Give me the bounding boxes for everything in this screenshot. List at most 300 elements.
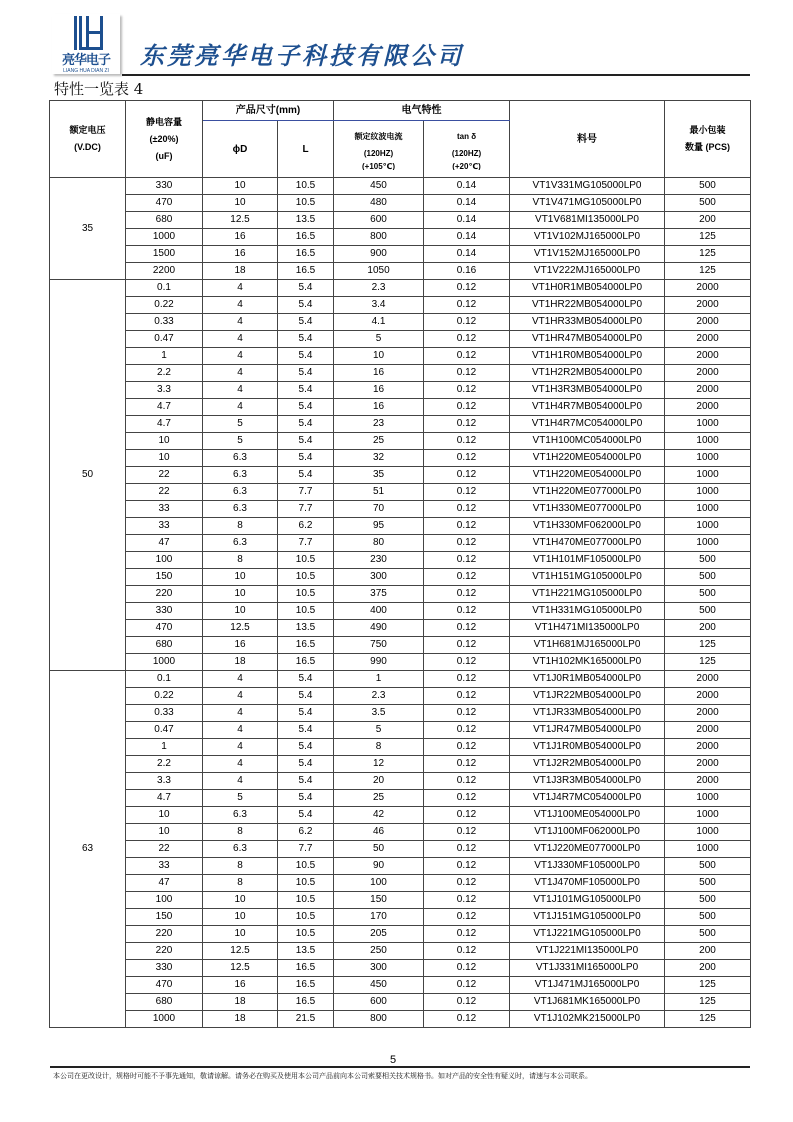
diameter-cell: 4	[203, 280, 278, 297]
diameter-cell: 10	[203, 909, 278, 926]
part-number-cell: VT1V222MJ165000LP0	[510, 263, 665, 280]
min-pack-cell: 125	[665, 994, 751, 1011]
part-number-cell: VT1H331MG105000LP0	[510, 603, 665, 620]
table-row	[50, 671, 751, 688]
tan-delta-cell: 0.12	[424, 365, 510, 382]
capacitance-cell: 470	[126, 977, 203, 994]
diameter-cell: 12.5	[203, 620, 278, 637]
diameter-cell: 8	[203, 518, 278, 535]
diameter-cell: 4	[203, 688, 278, 705]
diameter-cell: 16	[203, 977, 278, 994]
min-pack-cell: 200	[665, 212, 751, 229]
capacitance-cell: 0.1	[126, 671, 203, 688]
table-row	[50, 433, 751, 450]
part-number-cell: VT1H330ME077000LP0	[510, 501, 665, 518]
min-pack-cell: 2000	[665, 280, 751, 297]
ripple-cell: 450	[334, 178, 424, 195]
table-row	[50, 246, 751, 263]
capacitance-cell: 47	[126, 535, 203, 552]
ripple-cell: 205	[334, 926, 424, 943]
diameter-cell: 10	[203, 892, 278, 909]
length-cell: 5.4	[278, 450, 334, 467]
min-pack-cell: 2000	[665, 705, 751, 722]
capacitance-cell: 4.7	[126, 399, 203, 416]
part-number-cell: VT1J100MF062000LP0	[510, 824, 665, 841]
diameter-cell: 4	[203, 756, 278, 773]
min-pack-cell: 2000	[665, 671, 751, 688]
diameter-cell: 10	[203, 586, 278, 603]
min-pack-cell: 1000	[665, 518, 751, 535]
length-cell: 5.4	[278, 739, 334, 756]
length-cell: 7.7	[278, 501, 334, 518]
ripple-cell: 46	[334, 824, 424, 841]
ripple-cell: 2.3	[334, 280, 424, 297]
min-pack-cell: 2000	[665, 297, 751, 314]
length-cell: 6.2	[278, 518, 334, 535]
footer-divider	[50, 1066, 750, 1068]
capacitance-cell: 10	[126, 433, 203, 450]
table-row	[50, 297, 751, 314]
length-cell: 5.4	[278, 790, 334, 807]
length-cell: 10.5	[278, 875, 334, 892]
capacitance-cell: 22	[126, 484, 203, 501]
voltage-group-cell: 63	[50, 671, 126, 1028]
ripple-cell: 23	[334, 416, 424, 433]
table-row	[50, 739, 751, 756]
capacitance-cell: 1	[126, 348, 203, 365]
ripple-cell: 375	[334, 586, 424, 603]
ripple-cell: 230	[334, 552, 424, 569]
table-row	[50, 909, 751, 926]
table-row	[50, 212, 751, 229]
length-cell: 16.5	[278, 654, 334, 671]
part-number-cell: VT1JR22MB054000LP0	[510, 688, 665, 705]
tan-delta-cell: 0.12	[424, 977, 510, 994]
part-number-cell: VT1V681MI135000LP0	[510, 212, 665, 229]
capacitance-cell: 0.33	[126, 314, 203, 331]
header-part-number: 料号	[510, 101, 665, 178]
ripple-cell: 170	[334, 909, 424, 926]
table-row	[50, 790, 751, 807]
length-cell: 13.5	[278, 212, 334, 229]
tan-delta-cell: 0.16	[424, 263, 510, 280]
min-pack-cell: 2000	[665, 688, 751, 705]
table-row	[50, 348, 751, 365]
min-pack-cell: 1000	[665, 467, 751, 484]
tan-delta-cell: 0.12	[424, 569, 510, 586]
part-number-cell: VT1J4R7MC054000LP0	[510, 790, 665, 807]
length-cell: 10.5	[278, 892, 334, 909]
tan-delta-cell: 0.14	[424, 178, 510, 195]
capacitance-cell: 4.7	[126, 790, 203, 807]
length-cell: 5.4	[278, 297, 334, 314]
capacitance-cell: 1000	[126, 654, 203, 671]
length-cell: 10.5	[278, 909, 334, 926]
table-row	[50, 977, 751, 994]
logo-chinese-text: 亮华电子	[61, 53, 110, 68]
capacitance-cell: 1	[126, 739, 203, 756]
table-row	[50, 875, 751, 892]
min-pack-cell: 2000	[665, 756, 751, 773]
part-number-cell: VT1JR33MB054000LP0	[510, 705, 665, 722]
capacitance-cell: 150	[126, 909, 203, 926]
length-cell: 13.5	[278, 943, 334, 960]
ripple-cell: 4.1	[334, 314, 424, 331]
ripple-cell: 990	[334, 654, 424, 671]
part-number-cell: VT1J151MG105000LP0	[510, 909, 665, 926]
tan-delta-cell: 0.12	[424, 467, 510, 484]
diameter-cell: 4	[203, 365, 278, 382]
min-pack-cell: 500	[665, 909, 751, 926]
table-row	[50, 331, 751, 348]
ripple-cell: 750	[334, 637, 424, 654]
tan-delta-cell: 0.14	[424, 246, 510, 263]
tan-delta-cell: 0.12	[424, 501, 510, 518]
part-number-cell: VT1J3R3MB054000LP0	[510, 773, 665, 790]
tan-delta-cell: 0.12	[424, 433, 510, 450]
part-number-cell: VT1H1R0MB054000LP0	[510, 348, 665, 365]
part-number-cell: VT1J681MK165000LP0	[510, 994, 665, 1011]
capacitance-cell: 470	[126, 195, 203, 212]
voltage-group-cell: 50	[50, 280, 126, 671]
diameter-cell: 10	[203, 926, 278, 943]
table-row	[50, 1011, 751, 1028]
min-pack-cell: 125	[665, 977, 751, 994]
tan-delta-cell: 0.12	[424, 348, 510, 365]
tan-delta-cell: 0.12	[424, 637, 510, 654]
length-cell: 16.5	[278, 229, 334, 246]
capacitance-cell: 47	[126, 875, 203, 892]
length-cell: 5.4	[278, 365, 334, 382]
capacitance-cell: 0.47	[126, 331, 203, 348]
length-cell: 10.5	[278, 195, 334, 212]
part-number-cell: VT1J102MK215000LP0	[510, 1011, 665, 1028]
capacitance-cell: 330	[126, 603, 203, 620]
tan-delta-cell: 0.12	[424, 858, 510, 875]
part-number-cell: VT1J470MF105000LP0	[510, 875, 665, 892]
min-pack-cell: 2000	[665, 773, 751, 790]
ripple-cell: 16	[334, 399, 424, 416]
part-number-cell: VT1J220ME077000LP0	[510, 841, 665, 858]
table-row	[50, 484, 751, 501]
tan-delta-cell: 0.12	[424, 807, 510, 824]
length-cell: 5.4	[278, 756, 334, 773]
part-number-cell: VT1J330MF105000LP0	[510, 858, 665, 875]
tan-delta-cell: 0.12	[424, 535, 510, 552]
ripple-cell: 300	[334, 960, 424, 977]
table-row	[50, 841, 751, 858]
diameter-cell: 18	[203, 994, 278, 1011]
capacitance-cell: 220	[126, 926, 203, 943]
diameter-cell: 8	[203, 552, 278, 569]
lh-logo-icon	[72, 16, 104, 52]
length-cell: 10.5	[278, 586, 334, 603]
diameter-cell: 4	[203, 399, 278, 416]
diameter-cell: 4	[203, 331, 278, 348]
capacitance-cell: 680	[126, 212, 203, 229]
min-pack-cell: 2000	[665, 722, 751, 739]
diameter-cell: 6.3	[203, 501, 278, 518]
tan-delta-cell: 0.12	[424, 416, 510, 433]
length-cell: 16.5	[278, 637, 334, 654]
ripple-cell: 42	[334, 807, 424, 824]
diameter-cell: 18	[203, 654, 278, 671]
capacitance-cell: 33	[126, 518, 203, 535]
capacitance-cell: 330	[126, 178, 203, 195]
tan-delta-cell: 0.12	[424, 603, 510, 620]
min-pack-cell: 1000	[665, 535, 751, 552]
table-row	[50, 569, 751, 586]
table-row	[50, 178, 751, 195]
ripple-cell: 50	[334, 841, 424, 858]
tan-delta-cell: 0.12	[424, 552, 510, 569]
part-number-cell: VT1H2R2MB054000LP0	[510, 365, 665, 382]
part-number-cell: VT1H4R7MC054000LP0	[510, 416, 665, 433]
diameter-cell: 6.3	[203, 535, 278, 552]
ripple-cell: 16	[334, 365, 424, 382]
diameter-cell: 10	[203, 603, 278, 620]
capacitance-cell: 33	[126, 858, 203, 875]
header-diameter: ϕD	[203, 121, 278, 178]
tan-delta-cell: 0.12	[424, 875, 510, 892]
table-row	[50, 892, 751, 909]
diameter-cell: 4	[203, 297, 278, 314]
header-size-group: 产品尺寸(mm)	[203, 101, 334, 121]
min-pack-cell: 500	[665, 552, 751, 569]
length-cell: 10.5	[278, 603, 334, 620]
ripple-cell: 12	[334, 756, 424, 773]
diameter-cell: 5	[203, 433, 278, 450]
table-row	[50, 943, 751, 960]
min-pack-cell: 500	[665, 875, 751, 892]
capacitance-cell: 100	[126, 892, 203, 909]
part-number-cell: VT1J100ME054000LP0	[510, 807, 665, 824]
length-cell: 5.4	[278, 671, 334, 688]
tan-delta-cell: 0.12	[424, 909, 510, 926]
min-pack-cell: 1000	[665, 450, 751, 467]
logo-english-text: LIANG HUA DIAN ZI	[63, 68, 109, 74]
tan-delta-cell: 0.12	[424, 739, 510, 756]
header-divider	[122, 74, 750, 76]
length-cell: 7.7	[278, 841, 334, 858]
min-pack-cell: 500	[665, 586, 751, 603]
capacitance-cell: 10	[126, 807, 203, 824]
diameter-cell: 6.3	[203, 841, 278, 858]
length-cell: 5.4	[278, 314, 334, 331]
capacitance-cell: 1500	[126, 246, 203, 263]
diameter-cell: 4	[203, 722, 278, 739]
length-cell: 5.4	[278, 382, 334, 399]
tan-delta-cell: 0.14	[424, 229, 510, 246]
ripple-cell: 480	[334, 195, 424, 212]
min-pack-cell: 2000	[665, 365, 751, 382]
length-cell: 21.5	[278, 1011, 334, 1028]
tan-delta-cell: 0.12	[424, 722, 510, 739]
tan-delta-cell: 0.12	[424, 705, 510, 722]
min-pack-cell: 1000	[665, 841, 751, 858]
table-row	[50, 195, 751, 212]
min-pack-cell: 2000	[665, 331, 751, 348]
table-row	[50, 722, 751, 739]
ripple-cell: 450	[334, 977, 424, 994]
tan-delta-cell: 0.14	[424, 195, 510, 212]
ripple-cell: 800	[334, 1011, 424, 1028]
capacitance-cell: 100	[126, 552, 203, 569]
capacitance-cell: 150	[126, 569, 203, 586]
min-pack-cell: 125	[665, 246, 751, 263]
length-cell: 6.2	[278, 824, 334, 841]
part-number-cell: VT1J221MG105000LP0	[510, 926, 665, 943]
ripple-cell: 3.4	[334, 297, 424, 314]
min-pack-cell: 200	[665, 943, 751, 960]
tan-delta-cell: 0.12	[424, 926, 510, 943]
company-logo	[52, 14, 120, 74]
capacitance-cell: 330	[126, 960, 203, 977]
min-pack-cell: 125	[665, 637, 751, 654]
ripple-cell: 5	[334, 331, 424, 348]
length-cell: 5.4	[278, 705, 334, 722]
table-row	[50, 637, 751, 654]
ripple-cell: 2.3	[334, 688, 424, 705]
ripple-cell: 400	[334, 603, 424, 620]
ripple-cell: 250	[334, 943, 424, 960]
part-number-cell: VT1H101MF105000LP0	[510, 552, 665, 569]
min-pack-cell: 1000	[665, 501, 751, 518]
capacitance-cell: 10	[126, 824, 203, 841]
diameter-cell: 4	[203, 348, 278, 365]
table-row	[50, 994, 751, 1011]
length-cell: 10.5	[278, 858, 334, 875]
part-number-cell: VT1J331MI165000LP0	[510, 960, 665, 977]
ripple-cell: 600	[334, 994, 424, 1011]
ripple-cell: 20	[334, 773, 424, 790]
diameter-cell: 6.3	[203, 807, 278, 824]
table-row	[50, 824, 751, 841]
tan-delta-cell: 0.12	[424, 654, 510, 671]
ripple-cell: 95	[334, 518, 424, 535]
min-pack-cell: 125	[665, 263, 751, 280]
tan-delta-cell: 0.12	[424, 756, 510, 773]
part-number-cell: VT1J101MG105000LP0	[510, 892, 665, 909]
capacitance-cell: 10	[126, 450, 203, 467]
tan-delta-cell: 0.12	[424, 620, 510, 637]
part-number-cell: VT1H4R7MB054000LP0	[510, 399, 665, 416]
diameter-cell: 4	[203, 382, 278, 399]
ripple-cell: 25	[334, 433, 424, 450]
ripple-cell: 490	[334, 620, 424, 637]
length-cell: 13.5	[278, 620, 334, 637]
table-row	[50, 501, 751, 518]
capacitance-cell: 1000	[126, 229, 203, 246]
ripple-cell: 600	[334, 212, 424, 229]
length-cell: 5.4	[278, 722, 334, 739]
diameter-cell: 10	[203, 195, 278, 212]
capacitance-cell: 680	[126, 637, 203, 654]
ripple-cell: 35	[334, 467, 424, 484]
tan-delta-cell: 0.12	[424, 688, 510, 705]
part-number-cell: VT1H681MJ165000LP0	[510, 637, 665, 654]
capacitance-cell: 220	[126, 586, 203, 603]
part-number-cell: VT1H471MI135000LP0	[510, 620, 665, 637]
table-row	[50, 467, 751, 484]
part-number-cell: VT1HR47MB054000LP0	[510, 331, 665, 348]
page-number: 5	[390, 1054, 397, 1066]
tan-delta-cell: 0.12	[424, 399, 510, 416]
ripple-cell: 800	[334, 229, 424, 246]
diameter-cell: 18	[203, 263, 278, 280]
length-cell: 5.4	[278, 280, 334, 297]
min-pack-cell: 2000	[665, 399, 751, 416]
table-row	[50, 263, 751, 280]
min-pack-cell: 125	[665, 1011, 751, 1028]
diameter-cell: 12.5	[203, 943, 278, 960]
capacitance-cell: 0.33	[126, 705, 203, 722]
capacitance-cell: 2.2	[126, 365, 203, 382]
header-length: L	[278, 121, 334, 178]
min-pack-cell: 500	[665, 603, 751, 620]
capacitance-cell: 22	[126, 841, 203, 858]
table-row	[50, 756, 751, 773]
header-capacitance: 静电容量 (±20%) (uF)	[126, 101, 203, 178]
page-subtitle: 特性一览表 4	[54, 80, 144, 98]
capacitance-cell: 0.22	[126, 688, 203, 705]
tan-delta-cell: 0.12	[424, 331, 510, 348]
diameter-cell: 8	[203, 858, 278, 875]
min-pack-cell: 500	[665, 892, 751, 909]
ripple-cell: 51	[334, 484, 424, 501]
tan-delta-cell: 0.12	[424, 297, 510, 314]
tan-delta-cell: 0.12	[424, 484, 510, 501]
ripple-cell: 90	[334, 858, 424, 875]
length-cell: 5.4	[278, 416, 334, 433]
tan-delta-cell: 0.12	[424, 824, 510, 841]
part-number-cell: VT1H221MG105000LP0	[510, 586, 665, 603]
tan-delta-cell: 0.12	[424, 382, 510, 399]
diameter-cell: 5	[203, 416, 278, 433]
min-pack-cell: 500	[665, 858, 751, 875]
part-number-cell: VT1V471MG105000LP0	[510, 195, 665, 212]
diameter-cell: 6.3	[203, 484, 278, 501]
diameter-cell: 16	[203, 229, 278, 246]
length-cell: 10.5	[278, 178, 334, 195]
part-number-cell: VT1H3R3MB054000LP0	[510, 382, 665, 399]
table-row	[50, 229, 751, 246]
tan-delta-cell: 0.12	[424, 314, 510, 331]
capacitance-cell: 22	[126, 467, 203, 484]
ripple-cell: 1050	[334, 263, 424, 280]
table-row	[50, 416, 751, 433]
capacitance-cell: 33	[126, 501, 203, 518]
part-number-cell: VT1V331MG105000LP0	[510, 178, 665, 195]
diameter-cell: 4	[203, 671, 278, 688]
part-number-cell: VT1H220ME077000LP0	[510, 484, 665, 501]
diameter-cell: 18	[203, 1011, 278, 1028]
part-number-cell: VT1H330MF062000LP0	[510, 518, 665, 535]
ripple-cell: 80	[334, 535, 424, 552]
ripple-cell: 8	[334, 739, 424, 756]
min-pack-cell: 1000	[665, 824, 751, 841]
capacitance-cell: 470	[126, 620, 203, 637]
part-number-cell: VT1V152MJ165000LP0	[510, 246, 665, 263]
length-cell: 5.4	[278, 399, 334, 416]
diameter-cell: 16	[203, 246, 278, 263]
min-pack-cell: 1000	[665, 790, 751, 807]
capacitance-cell: 3.3	[126, 773, 203, 790]
part-number-cell: VT1H470ME077000LP0	[510, 535, 665, 552]
diameter-cell: 12.5	[203, 212, 278, 229]
tan-delta-cell: 0.12	[424, 280, 510, 297]
diameter-cell: 5	[203, 790, 278, 807]
